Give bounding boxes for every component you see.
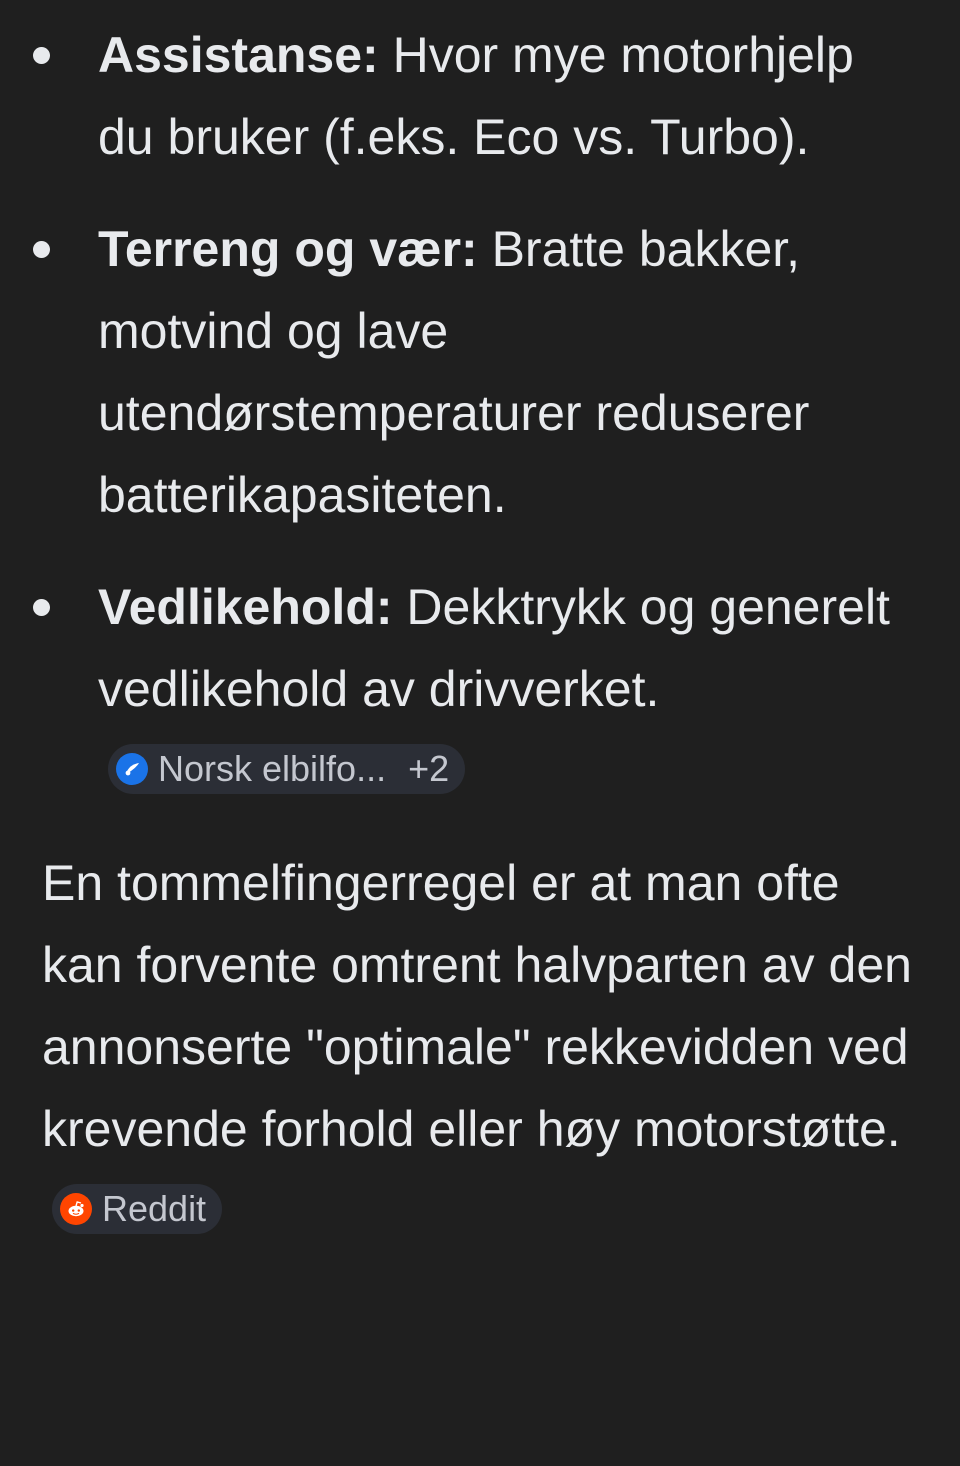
factor-list bbox=[0, 14, 960, 812]
factor-text: Dekktrykk og generelt vedlikehold av drivverket. bbox=[98, 579, 890, 717]
bullet-icon bbox=[33, 241, 50, 258]
bullet-icon bbox=[33, 47, 50, 64]
source-count-badge: +2 bbox=[408, 747, 450, 789]
factor-text: Hvor mye motorhjelp du bruker (f.eks. Eco vs. Turbo). bbox=[98, 27, 854, 165]
source-chip-label: Reddit bbox=[102, 1187, 207, 1229]
bullet-icon bbox=[33, 599, 50, 616]
list-item bbox=[0, 208, 960, 536]
answer-content bbox=[0, 14, 960, 1252]
summary-text: En tommelfingerregel er at man ofte kan forvente omtrent halvparten av den annonserte "optimale" rekkevidden ved krevende forhold eller høy motorstøtte. bbox=[42, 855, 912, 1157]
factor-term: Vedlikehold: bbox=[98, 579, 393, 635]
summary-paragraph bbox=[0, 842, 960, 1252]
list-item bbox=[0, 566, 960, 812]
elbil-logo-icon bbox=[116, 753, 148, 785]
source-chip-norsk-elbilforening[interactable] bbox=[108, 744, 465, 794]
source-chip-label: Norsk elbilfo... bbox=[158, 747, 387, 789]
list-item bbox=[0, 14, 960, 178]
reddit-icon bbox=[60, 1193, 92, 1225]
source-chip-reddit[interactable] bbox=[52, 1184, 222, 1234]
factor-text: Bratte bakker, motvind og lave utendørstemperaturer reduserer batterikapasiteten. bbox=[98, 221, 810, 523]
factor-term: Terreng og vær: bbox=[98, 221, 478, 277]
factor-term: Assistanse: bbox=[98, 27, 379, 83]
